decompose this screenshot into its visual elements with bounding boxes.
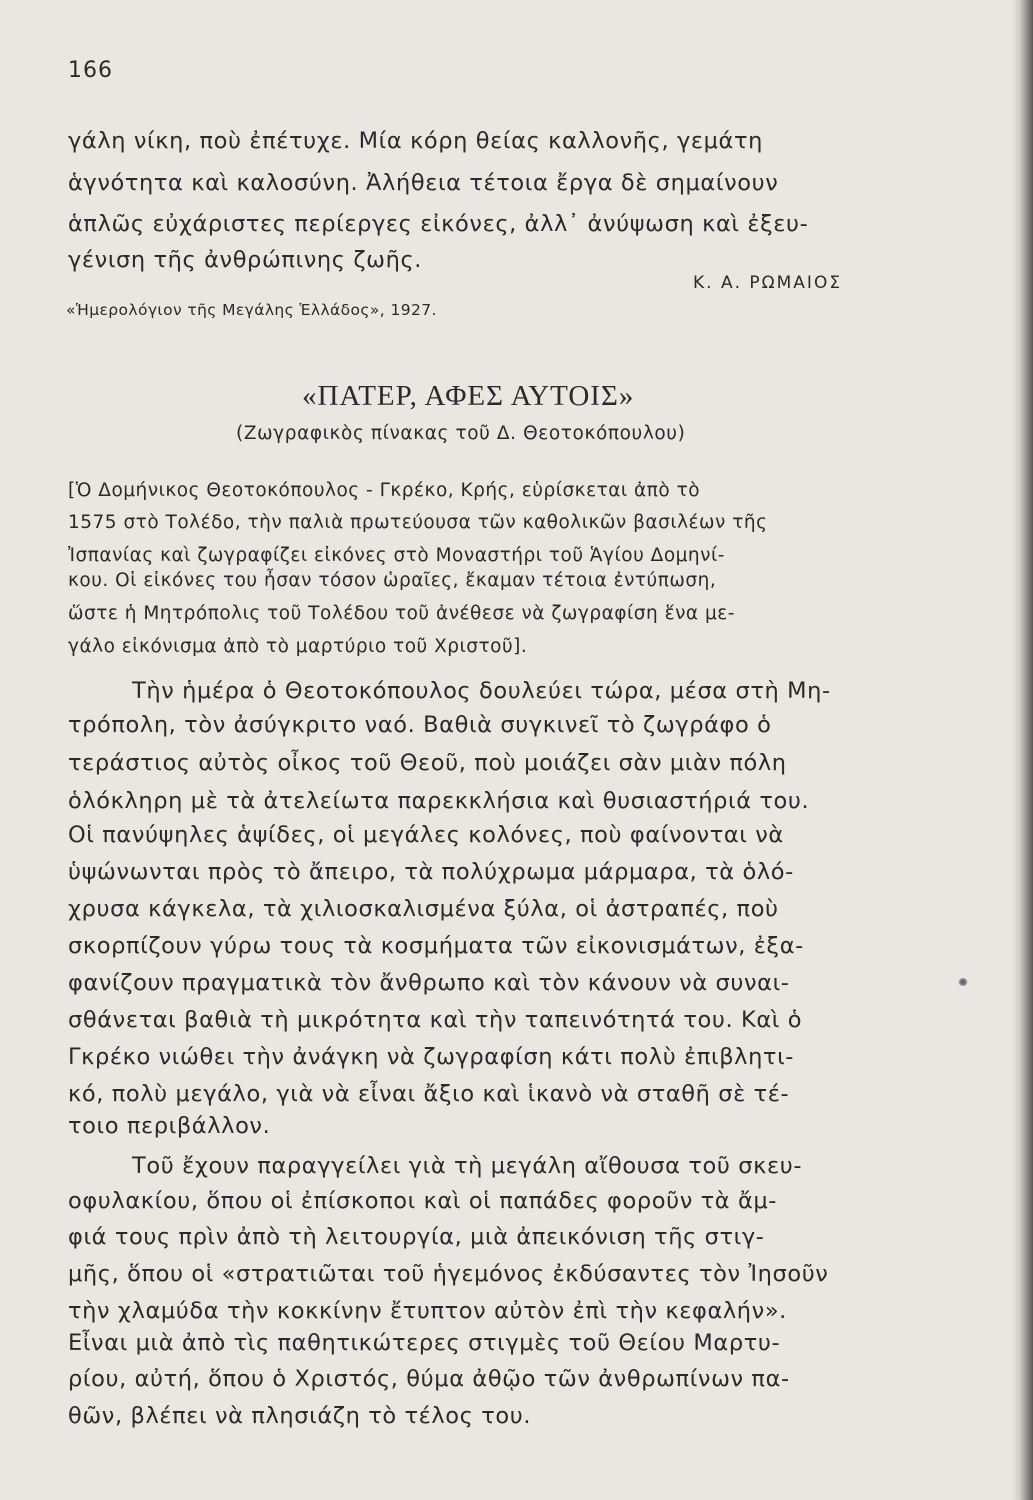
text-line: χρυσα κάγκελα, τὰ χιλιοσκαλισμένα ξύλα, οἱ ἀστραπές, ποὺ bbox=[68, 896, 779, 922]
text-line: ὥστε ἡ Μητρόπολις τοῦ Τολέδου τοῦ ἀνέθεσε νὰ ζωγραφίση ἕνα με- bbox=[68, 603, 735, 624]
text-line: ὁλόκληρη μὲ τὰ ἀτελείωτα παρεκκλήσια καὶ θυσιαστήριά του. bbox=[68, 788, 810, 814]
text-line: Τοῦ ἔχουν παραγγείλει γιὰ τὴ μεγάλη αἴθουσα τοῦ σκευ- bbox=[132, 1153, 803, 1179]
text-line: φιά τους πρὶν ἀπὸ τὴ λειτουργία, μιὰ ἀπεικόνιση τῆς στιγ- bbox=[68, 1224, 765, 1250]
article-subtitle: (Ζωγραφικὸς πίνακας τοῦ Δ. Θεοτοκόπουλου) bbox=[236, 423, 686, 444]
text-line: Ἰσπανίας καὶ ζωγραφίζει εἰκόνες στὸ Μοναστήρι τοῦ Ἁγίου Δομηνί- bbox=[68, 545, 725, 566]
text-line: μῆς, ὅπου οἱ «στρατιῶται τοῦ ἡγεμόνος ἐκδύσαντες τὸν Ἰησοῦν bbox=[68, 1261, 829, 1287]
text-line: Οἱ πανύψηλες ἁψίδες, οἱ μεγάλες κολόνες, ποὺ φαίνονται νὰ bbox=[68, 822, 784, 848]
text-line: ἁγνότητα καὶ καλοσύνη. Ἀλήθεια τέτοια ἔργα δὲ σημαίνουν bbox=[68, 170, 779, 196]
text-line: γάλο εἰκόνισμα ἀπὸ τὸ μαρτύριο τοῦ Χριστοῦ]. bbox=[68, 636, 528, 657]
text-line: ρίου, αὐτή, ὅπου ὁ Χριστός, θύμα ἀθῷο τῶν ἀνθρωπίνων πα- bbox=[68, 1366, 790, 1392]
page-binding-edge bbox=[1011, 0, 1033, 1500]
text-line: ἁπλῶς εὐχάριστες περίεργες εἰκόνες, ἀλλ᾽ ἀνύψωση καὶ ἐξευ- bbox=[68, 211, 809, 237]
source-citation: «Ἡμερολόγιον τῆς Μεγάλης Ἑλλάδος», 1927. bbox=[66, 301, 437, 319]
text-line: Τὴν ἡμέρα ὁ Θεοτοκόπουλος δουλεύει τώρα, μέσα στὴ Μη- bbox=[132, 678, 831, 704]
text-line: τὴν χλαμύδα τὴν κοκκίνην ἔτυπτον αὐτὸν ἐπὶ τὴν κεφαλήν». bbox=[68, 1298, 787, 1324]
text-line: γάλη νίκη, ποὺ ἐπέτυχε. Μία κόρη θείας καλλονῆς, γεμάτη bbox=[68, 128, 763, 154]
ink-smudge bbox=[958, 978, 968, 986]
text-line: [Ὁ Δομήνικος Θεοτοκόπουλος - Γκρέκο, Κρής, εὑρίσκεται ἀπὸ τὸ bbox=[68, 480, 701, 501]
text-line: κό, πολὺ μεγάλο, γιὰ νὰ εἶναι ἄξιο καὶ ἱκανὸ νὰ σταθῆ σὲ τέ- bbox=[68, 1081, 790, 1107]
text-line: ὑψώνωνται πρὸς τὸ ἄπειρο, τὰ πολύχρωμα μάρμαρα, τὰ ὁλό- bbox=[68, 859, 794, 885]
author-signature: Κ. Α. ΡΩΜΑΙΟΣ bbox=[693, 273, 843, 293]
text-line: φανίζουν πραγματικὰ τὸν ἄνθρωπο καὶ τὸν κάνουν νὰ συναι- bbox=[68, 970, 790, 996]
text-line: τρόπολη, τὸν ἀσύγκριτο ναό. Βαθιὰ συγκινεῖ τὸ ζωγράφο ὁ bbox=[68, 712, 772, 738]
text-line: κου. Οἱ εἰκόνες του ἦσαν τόσον ὡραῖες, ἔκαμαν τέτοια ἐντύπωση, bbox=[68, 570, 717, 591]
text-line: σκορπίζουν γύρω τους τὰ κοσμήματα τῶν εἰκονισμάτων, ἐξα- bbox=[68, 933, 804, 959]
text-line: θῶν, βλέπει νὰ πλησιάζη τὸ τέλος του. bbox=[68, 1403, 532, 1429]
text-line: τεράστιος αὐτὸς οἶκος τοῦ Θεοῦ, ποὺ μοιάζει σὰν μιὰν πόλη bbox=[68, 750, 787, 776]
text-line: Εἶναι μιὰ ἀπὸ τὶς παθητικώτερες στιγμὲς τοῦ Θείου Μαρτυ- bbox=[68, 1330, 781, 1356]
text-line: Γκρέκο νιώθει τὴν ἀνάγκη νὰ ζωγραφίση κάτι πολὺ ἐπιβλητι- bbox=[68, 1044, 795, 1070]
article-title: «ΠΑΤΕΡ, ΑΦΕΣ ΑΥΤΟΙΣ» bbox=[302, 380, 635, 412]
text-line: 1575 στὸ Τολέδο, τὴν παλιὰ πρωτεύουσα τῶν καθολικῶν βασιλέων τῆς bbox=[68, 512, 768, 533]
text-line: οφυλακίου, ὅπου οἱ ἐπίσκοποι καὶ οἱ παπάδες φοροῦν τὰ ἄμ- bbox=[68, 1188, 778, 1214]
page-number: 166 bbox=[68, 58, 113, 83]
text-line: σθάνεται βαθιὰ τὴ μικρότητα καὶ τὴν ταπεινότητά του. Καὶ ὁ bbox=[68, 1007, 803, 1033]
text-line: γένιση τῆς ἀνθρώπινης ζωῆς. bbox=[68, 247, 423, 273]
text-line: τοιο περιβάλλον. bbox=[68, 1113, 271, 1139]
